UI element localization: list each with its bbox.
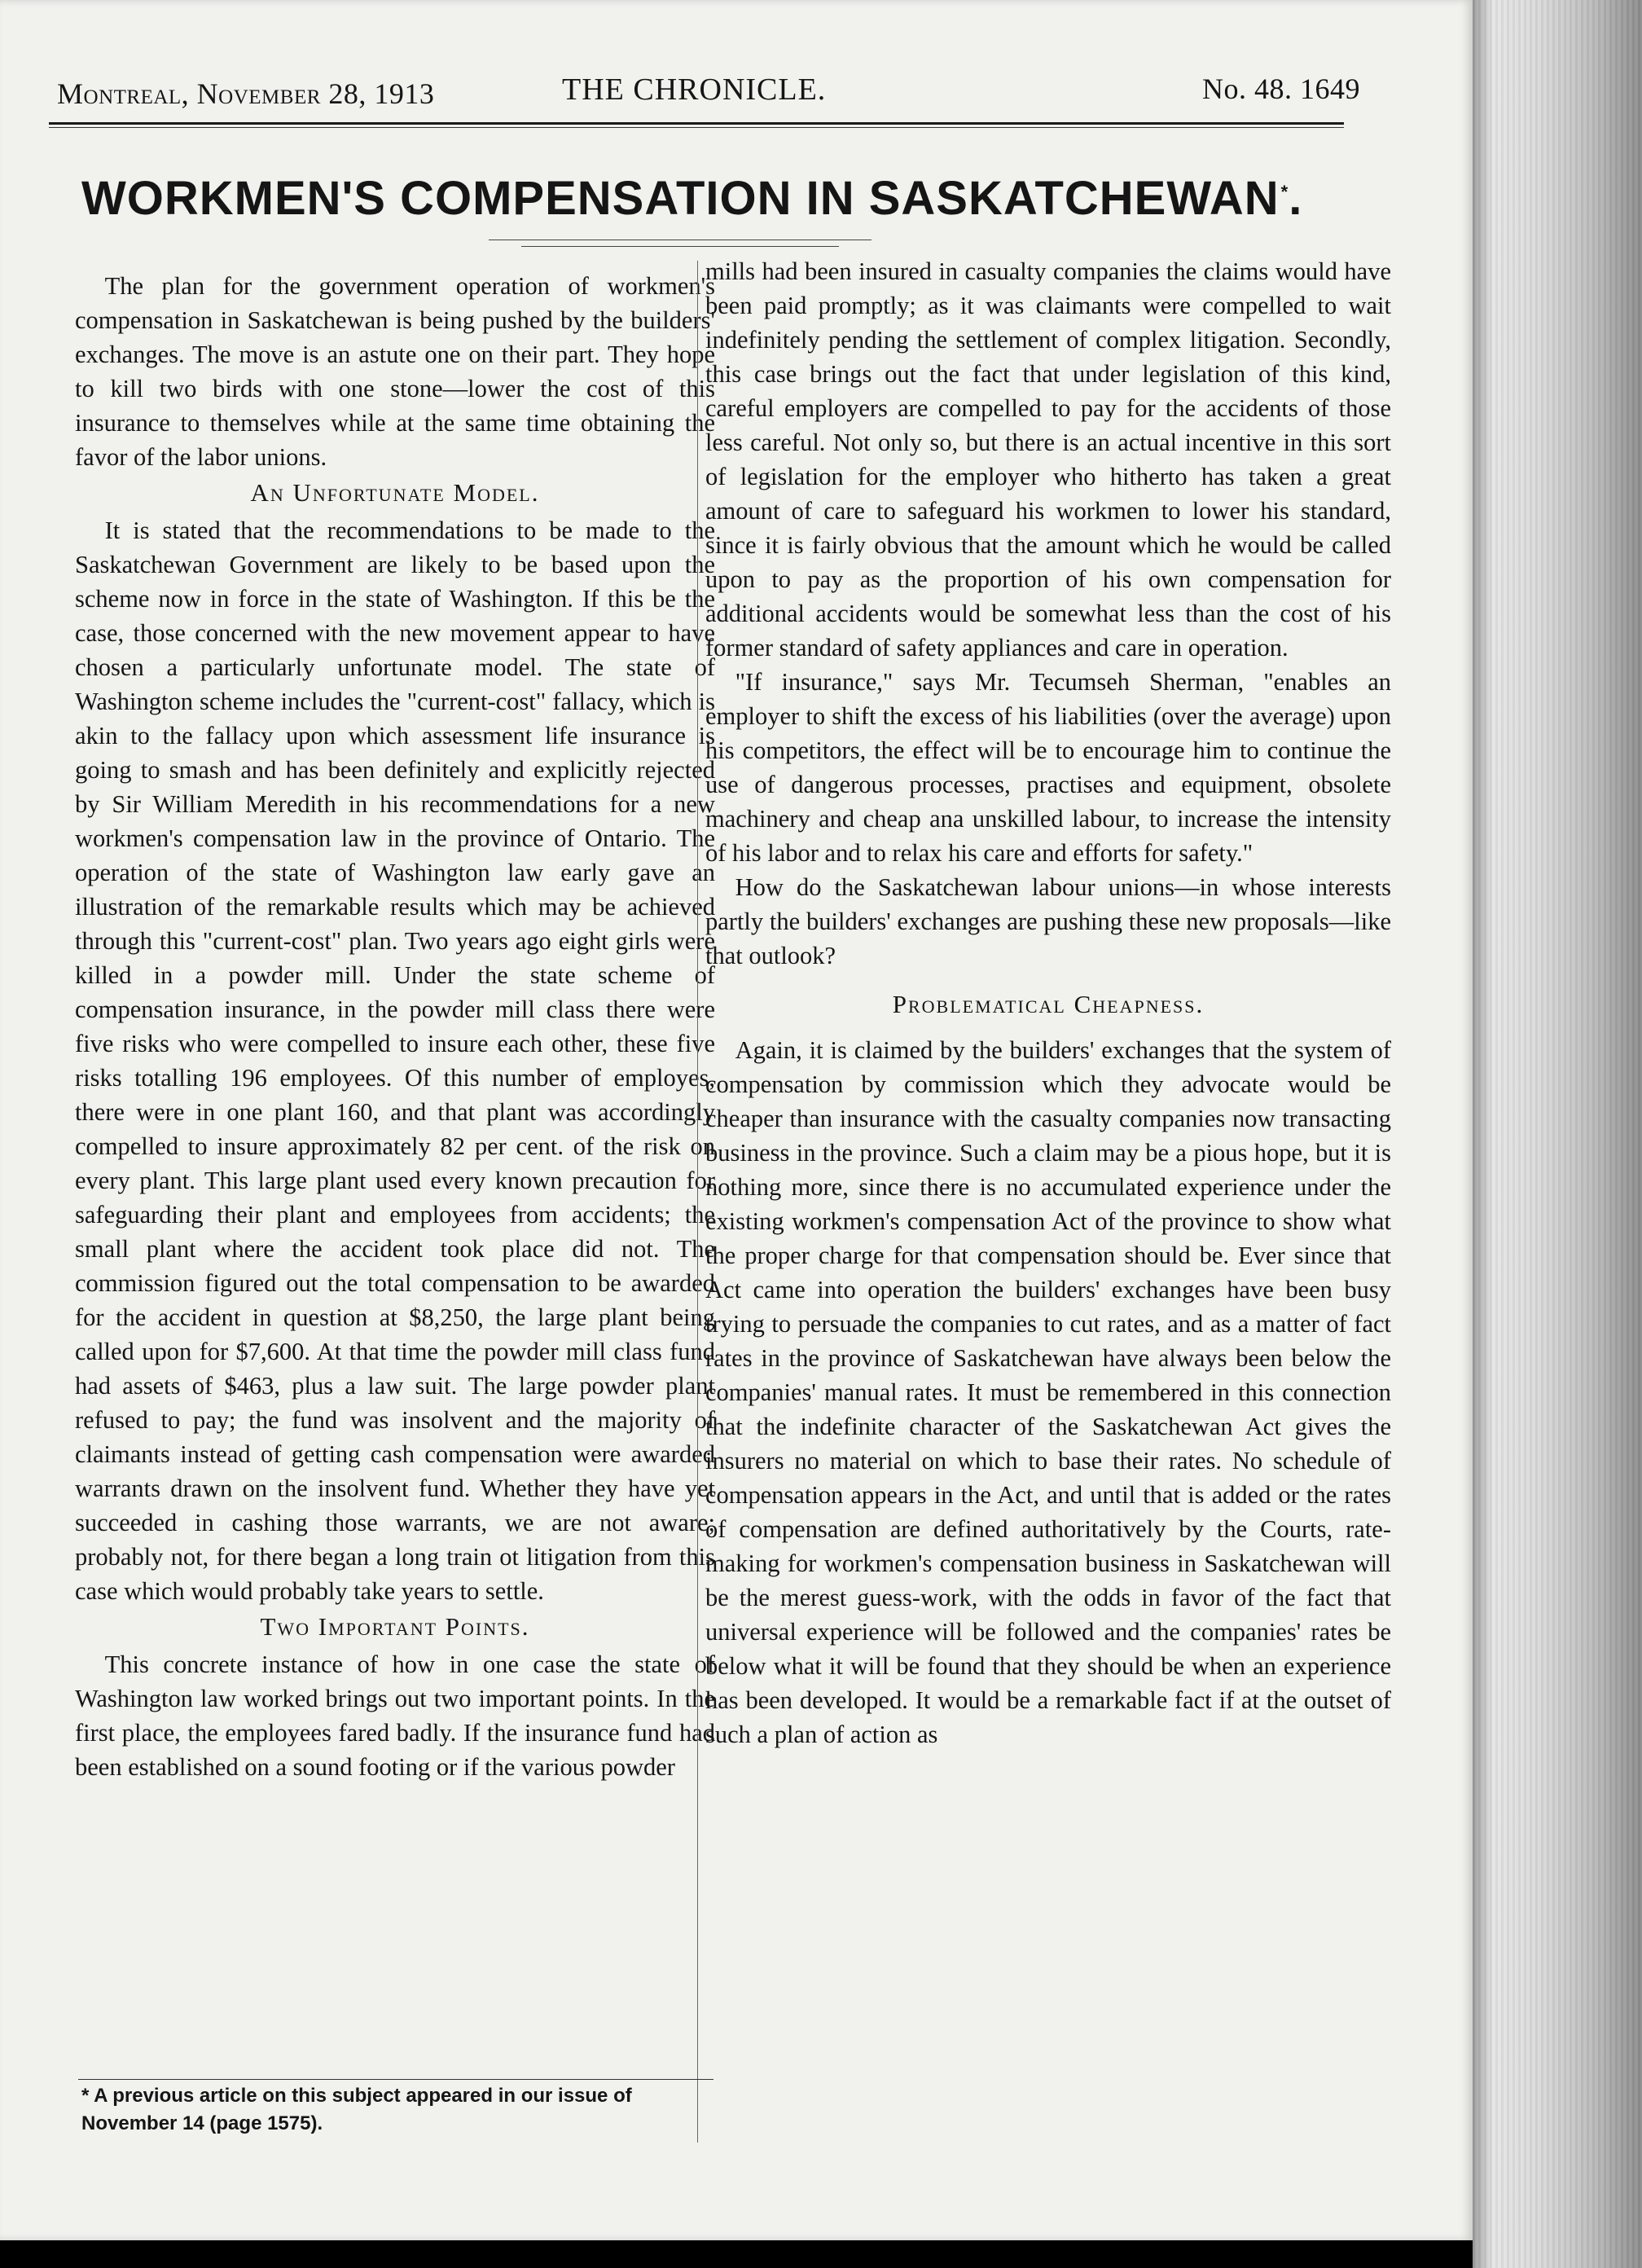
section-heading-problematical-cheapness: Problematical Cheapness. (892, 990, 1205, 1018)
section-heading-unfortunate-model: An Unfortunate Model. (250, 478, 540, 507)
running-header (57, 72, 1360, 117)
article-title (49, 171, 1385, 226)
header-rule-thin (49, 127, 1344, 128)
footnote-marker: * (1280, 181, 1289, 202)
left-column (75, 269, 715, 1784)
header-date: Montreal, November 28, 1913 (57, 77, 435, 110)
paragraph-continuation: mills had been insured in casualty companies the claims would have been paid promptly; as it was claimants were compelled to wait indefinitely pending the settlement of complex litigation. Secondly, this case brings out the fact that under legislation of this kind, careful employers are compelled to pay for the accidents of those less careful. Not only so, but there is an actual incentive in this sort of legislation for the employer who hitherto has taken a great amount of care to safeguard his workmen to lower his standard, since it is fairly obvious that the amount which he would be called upon to pay as the proportion of his own compensation for additional accidents would be somewhat less than the cost of his former standard of safety appliances and care in operation. (705, 257, 1391, 662)
book-binding-edge (1473, 0, 1642, 2268)
header-issue-page: No. 48. 1649 (1202, 73, 1360, 105)
footnote: * A previous article on this subject appeared in our issue of November 14 (page 1575). (81, 2085, 632, 2134)
right-column (705, 254, 1391, 1752)
column-divider (697, 261, 698, 2143)
intro-paragraph: The plan for the government operation of workmen's compensation in Saskatchewan is being pushed by the builders' exchanges. The move is an astute one on their part. They hope to kill two birds with one stone—lower the cost of this insurance to themselves while at the same time obtaining the favor of the labor unions. (75, 272, 715, 471)
title-period: . (1289, 172, 1303, 225)
article-title-text: WORKMEN'S COMPENSATION IN SASKATCHEWAN (81, 172, 1280, 225)
footnote-rule (78, 2079, 713, 2080)
header-rule (49, 122, 1344, 125)
paragraph-problematical-cheapness: Again, it is claimed by the builders' exchanges that the system of compensation by commission which they advocate would be cheaper than insurance with the casualty companies now transacting business in the province. Such a claim may be a pious hope, but it is nothing more, since there is no accumulated experience under the existing workmen's compensation Act of the province to show what the proper charge for that compensation should be. Ever since that Act came into operation the builders' exchanges have been busy trying to persuade the companies to cut rates, and as a matter of fact rates in the province of Saskatchewan have always been below the companies' manual rates. It must be remembered in this connection that the indefinite character of the Saskatchewan Act gives the insurers no material on which to base their rates. No schedule of compensation appears in the Act, and until that is added or the rates of compensation are defined authoritatively by the Courts, rate-making for workmen's compensation business in Saskatchewan will be the merest guess-work, with the odds in favor of the fact that universal experience will be followed and the companies' rates be below what it will be found that they should be when an experience has been developed. It would be a remarkable fact if at the outset of such a plan of action as (705, 1036, 1391, 1748)
title-rule-lower (521, 246, 839, 247)
paragraph-unfortunate-model: It is stated that the recommendations to be made to the Saskatchewan Government are likely to be based upon the scheme now in force in the state of Washington. If this be the case, those concerned with the new movement appear to have chosen a particularly unfortunate model. The state of Washington scheme includes the "current-cost" fallacy, which is akin to the fallacy upon which assessment life insurance is going to smash and has been definitely and explicitly rejected by Sir William Meredith in his recommendations for a new workmen's compensation law in the province of Ontario. The operation of the state of Washington law early gave an illustration of the remarkable results which may be achieved through this "current-cost" plan. Two years ago eight girls were killed in a powder mill. Under the state scheme of compensation insurance, in the powder mill class there were five risks who were compelled to insure each other, these five risks totalling 196 employees. Of this number of employes, there were in one plant 160, and that plant was accordingly compelled to insure approximately 82 per cent. of the risk on every plant. This large plant used every known precaution for safeguarding their plant and employees from accidents; the small plant where the accident took place did not. The commission figured out the total compensation to be awarded for the accident in question at $8,250, the large plant being called upon for $7,600. At that time the powder mill class fund had assets of $463, plus a law suit. The large powder plant refused to pay; the fund was insolvent and the majority of claimants instead of getting cash compensation were awarded warrants drawn on the insolvent fund. Whether they have yet succeeded in cashing those warrants, we are not aware; probably not, for there began a long train ot litigation from this case which would probably take years to settle. (75, 516, 715, 1605)
header-publication: THE CHRONICLE. (562, 73, 827, 107)
section-heading-two-important-points: Two Important Points. (260, 1612, 530, 1641)
paragraph-question: How do the Saskatchewan labour unions—in whose interests partly the builders' exchanges are pushing these new proposals—like that outlook? (705, 873, 1391, 969)
paragraph-sherman-quote: "If insurance," says Mr. Tecumseh Sherman, "enables an employer to shift the excess of his liabilities (over the average) upon his competitors, the effect will be to encourage him to continue the use of dangerous processes, practises and equipment, obsolete machinery and cheap ana unskilled labour, to increase the intensity of his labor and to relax his care and efforts for safety." (705, 668, 1391, 867)
paragraph-two-important-points: This concrete instance of how in one case the state of Washington law worked brings out two important points. In the first place, the employees fared badly. If the insurance fund had been established on a sound footing or if the various powder (75, 1650, 715, 1781)
